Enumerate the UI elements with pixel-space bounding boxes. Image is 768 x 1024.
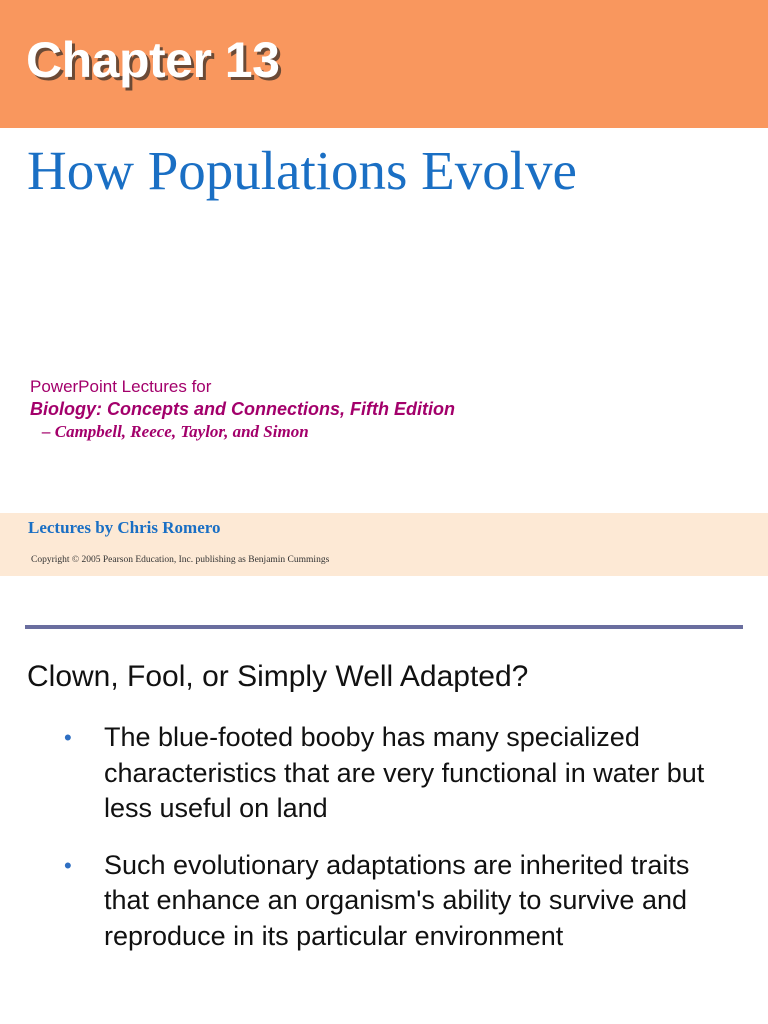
bullet-item — [0, 720, 768, 827]
bullet-icon: • — [64, 725, 72, 750]
credits-book-title: Biology: Concepts and Connections, Fifth Edition — [30, 399, 455, 419]
lecturer-name: Lectures by Chris Romero — [28, 518, 221, 537]
bullet-list — [0, 720, 768, 975]
slide2-title: Clown, Fool, or Simply Well Adapted? — [27, 660, 529, 693]
slide-title: How Populations Evolve — [27, 140, 577, 201]
slide-divider — [25, 625, 743, 629]
bullet-text: The blue-footed booby has many specialized characteristics that are very functional in water but less useful on land — [104, 722, 705, 823]
chapter-heading: Chapter 13 — [26, 32, 280, 88]
bullet-item — [0, 848, 768, 955]
lecture-credits — [30, 376, 730, 443]
bullet-text: Such evolutionary adaptations are inherited traits that enhance an organism's ability to survive and reproduce in its particular environment — [104, 849, 690, 951]
bullet-icon: • — [64, 852, 72, 878]
credits-intro: PowerPoint Lectures for — [30, 377, 212, 396]
credits-authors: – Campbell, Reece, Taylor, and Simon — [42, 422, 309, 441]
copyright-notice: Copyright © 2005 Pearson Education, Inc. publishing as Benjamin Cummings — [31, 555, 330, 565]
